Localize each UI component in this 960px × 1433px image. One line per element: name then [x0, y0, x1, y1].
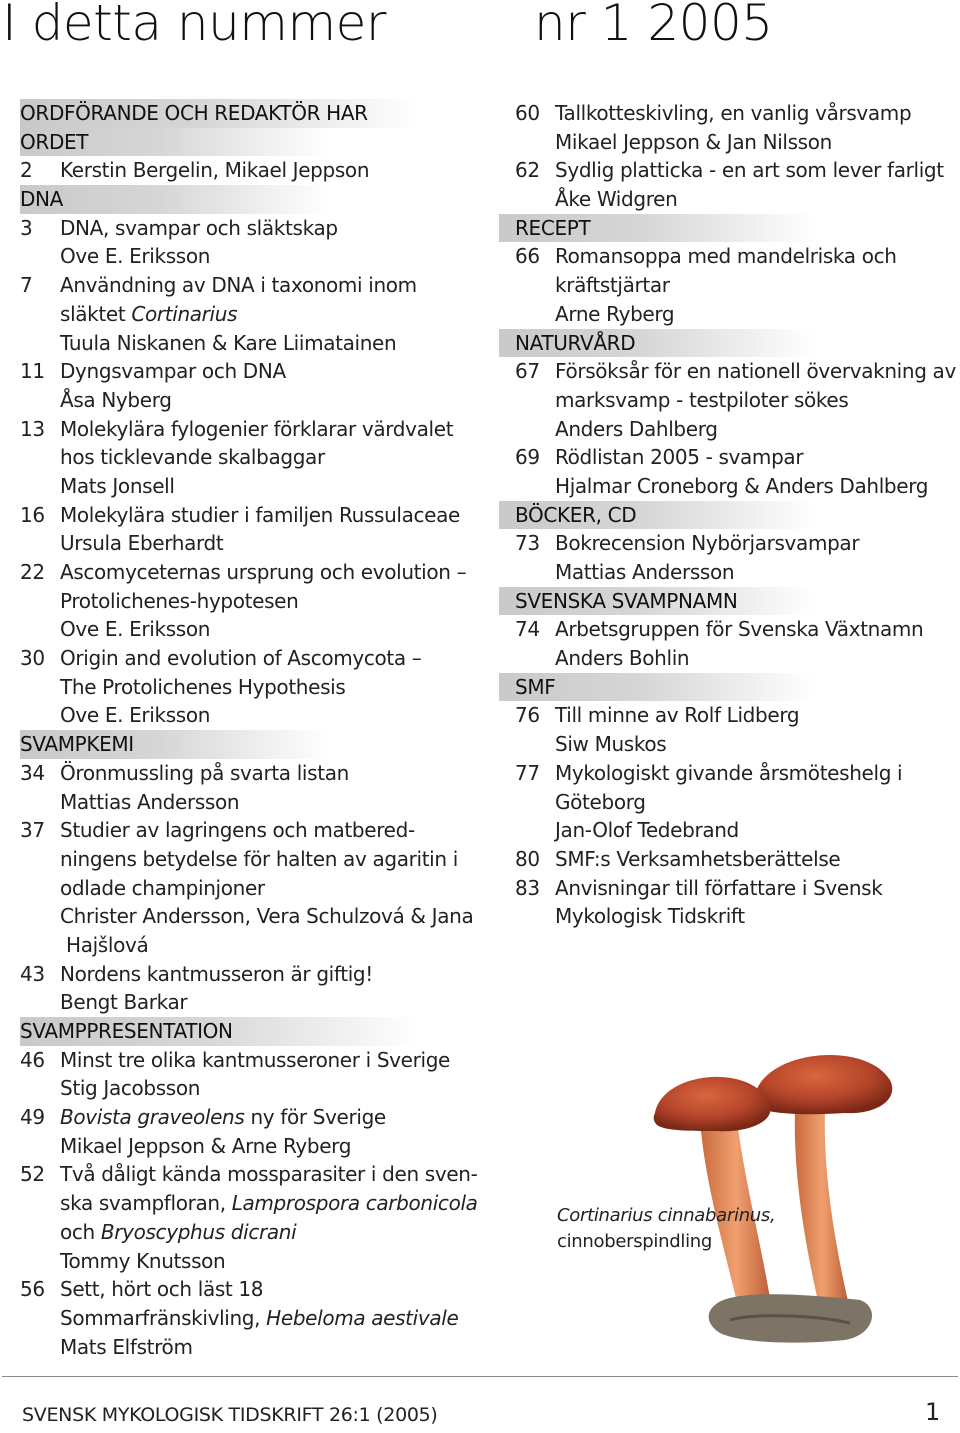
entry-text — [60, 874, 265, 903]
page-ref: 34 — [20, 760, 45, 785]
title-text: Romansoppa med mandelriska och — [555, 244, 897, 269]
toc-continuation — [515, 816, 945, 845]
italic-title: Bryoscyphus dicrani — [100, 1219, 297, 1244]
toc-continuation — [20, 845, 480, 874]
toc-entry — [20, 960, 480, 989]
title-text: Mats Jonsell — [60, 473, 175, 498]
toc-entry — [20, 271, 480, 300]
toc-entry — [515, 156, 945, 185]
toc-entry — [20, 1046, 480, 1075]
page-ref: 77 — [515, 760, 540, 785]
entry-text — [555, 271, 670, 300]
entry-text — [60, 1275, 263, 1304]
title-text: Till minne av Rolf Lidberg — [555, 703, 800, 728]
title-text: Anders Dahlberg — [555, 416, 718, 441]
title-text: Bokrecension Nybörjarsvampar — [555, 531, 860, 556]
mushroom-photo — [645, 1035, 945, 1345]
toc-continuation — [20, 1074, 480, 1103]
page-ref: 11 — [20, 359, 45, 384]
title-text: Siw Muskos — [555, 732, 667, 757]
toc-continuation — [20, 1247, 480, 1276]
page-ref: 7 — [20, 273, 33, 298]
toc-continuation — [20, 529, 480, 558]
entry-text — [555, 902, 745, 931]
title-text: Tuula Niskanen & Kare Liimatainen — [60, 330, 397, 355]
title-text: Jan-Olof Tedebrand — [555, 818, 739, 843]
entry-text — [60, 1247, 225, 1276]
entry-text — [555, 128, 832, 157]
entry-text — [60, 1160, 478, 1189]
toc-continuation — [20, 386, 480, 415]
toc-entry — [20, 214, 480, 243]
toc-continuation — [20, 615, 480, 644]
entry-text — [60, 788, 239, 817]
title-text: ska svampfloran, — [60, 1191, 232, 1216]
title-text: Hajšlová — [66, 932, 149, 957]
toc-continuation — [515, 788, 945, 817]
toc-entry — [20, 1103, 480, 1132]
page-ref: 16 — [20, 502, 45, 527]
entry-text — [555, 242, 897, 271]
entry-text — [60, 329, 396, 358]
page-ref: 49 — [20, 1105, 45, 1130]
entry-text — [60, 1046, 450, 1075]
title-text: ny för Sverige — [244, 1105, 386, 1130]
section-heading: DNA — [20, 185, 330, 214]
entry-text — [60, 1218, 296, 1247]
toc-continuation — [20, 1304, 480, 1333]
entry-text — [60, 816, 415, 845]
page-ref: 69 — [515, 445, 540, 470]
entry-text — [555, 558, 734, 587]
title-text: ningens betydelse för halten av agaritin i — [60, 846, 458, 871]
entry-text — [60, 587, 298, 616]
title-text: Mykologisk Tidskrift — [555, 904, 745, 929]
toc-continuation — [515, 386, 945, 415]
entry-text — [60, 1189, 478, 1218]
title-text: Användning av DNA i taxonomi inom — [60, 273, 417, 298]
title-text: Två dåligt kända mossparasiter i den sven- — [60, 1162, 478, 1187]
title-text: Stig Jacobsson — [60, 1076, 201, 1101]
title-text: Mattias Andersson — [60, 789, 240, 814]
toc-continuation — [515, 902, 945, 931]
section-heading: SVENSKA SVAMPNAMN — [499, 587, 815, 616]
toc-continuation — [515, 185, 945, 214]
toc-entry — [20, 558, 480, 587]
toc-entry — [515, 874, 945, 903]
entry-text — [555, 816, 739, 845]
entry-text — [60, 156, 369, 185]
toc-continuation — [20, 701, 480, 730]
entry-text — [60, 759, 349, 788]
entry-text — [60, 1074, 200, 1103]
title-text: Sydlig platticka - en art som lever farligt — [555, 158, 944, 183]
title-text: Arne Ryberg — [555, 301, 675, 326]
entry-text — [60, 472, 175, 501]
title-text: och — [60, 1219, 101, 1244]
title-text: Anders Bohlin — [555, 646, 690, 671]
entry-text — [555, 99, 911, 128]
page-ref: 83 — [515, 875, 540, 900]
entry-text — [60, 644, 421, 673]
toc-continuation — [20, 874, 480, 903]
title-text: Studier av lagringens och matbered- — [60, 818, 415, 843]
toc-entry — [20, 156, 480, 185]
entry-text — [60, 615, 210, 644]
title-text: Tallkotteskivling, en vanlig vårsvamp — [555, 101, 912, 125]
toc-continuation — [20, 242, 480, 271]
toc-entry — [515, 242, 945, 271]
title-text: The Protolichenes Hypothesis — [60, 674, 346, 699]
section-heading: BÖCKER, CD — [499, 501, 815, 530]
page-ref: 80 — [515, 846, 540, 871]
section-heading: ORDFÖRANDE OCH REDAKTÖR HAR — [20, 99, 420, 128]
caption-common-name: cinnoberspindling — [557, 1231, 713, 1252]
entry-text — [60, 357, 286, 386]
entry-text — [555, 415, 718, 444]
page-ref: 22 — [20, 560, 45, 584]
title-text: Mikael Jeppson & Jan Nilsson — [555, 129, 832, 154]
toc-continuation — [515, 644, 945, 673]
page-ref: 67 — [515, 359, 540, 384]
toc-continuation — [515, 415, 945, 444]
toc-entry — [515, 443, 945, 472]
entry-text — [60, 558, 466, 587]
toc-continuation — [20, 1132, 480, 1161]
title-text: Försöksår för en nationell övervakning av — [555, 359, 956, 384]
toc-continuation — [20, 300, 480, 329]
page-number: 1 — [925, 1398, 941, 1426]
entry-text — [555, 443, 803, 472]
entry-text — [60, 214, 338, 243]
toc-entry — [515, 701, 945, 730]
entry-text — [555, 730, 666, 759]
toc-continuation — [20, 673, 480, 702]
entry-text — [555, 701, 799, 730]
italic-title: Bovista graveolens — [60, 1105, 245, 1130]
entry-text — [60, 673, 345, 702]
toc-continuation — [20, 329, 480, 358]
page-ref: 13 — [20, 416, 45, 441]
entry-text — [555, 759, 902, 788]
entry-text — [555, 615, 923, 644]
entry-text — [555, 156, 944, 185]
entry-text — [60, 386, 172, 415]
page-ref: 37 — [20, 818, 45, 843]
section-heading: ORDET — [20, 128, 330, 157]
toc-entry — [20, 1160, 480, 1189]
title-text: släktet — [60, 301, 132, 326]
entry-text — [60, 988, 187, 1017]
title-text: Ove E. Eriksson — [60, 244, 211, 269]
toc-entry — [515, 845, 945, 874]
section-heading: RECEPT — [499, 214, 815, 243]
title-text: hos ticklevande skalbaggar — [60, 445, 325, 470]
toc-continuation — [20, 1333, 480, 1362]
title-text: Bengt Barkar — [60, 990, 188, 1015]
entry-text — [555, 845, 840, 874]
toc-entry — [20, 1275, 480, 1304]
page-ref: 66 — [515, 244, 540, 269]
page-ref: 30 — [20, 646, 45, 671]
title-text: Nordens kantmusseron är giftig! — [60, 961, 373, 986]
toc-continuation — [20, 1189, 480, 1218]
toc-continuation — [20, 788, 480, 817]
page-ref: 62 — [515, 158, 540, 183]
toc-continuation — [515, 730, 945, 759]
title-text: Åsa Nyberg — [60, 387, 172, 412]
title-text: Origin and evolution of Ascomycota – — [60, 646, 422, 671]
section-heading: SMF — [499, 673, 815, 702]
entry-text — [60, 1333, 193, 1362]
entry-text — [555, 185, 677, 214]
entry-text — [555, 529, 859, 558]
page-ref: 74 — [515, 617, 540, 642]
toc-continuation — [20, 902, 480, 931]
toc-continuation — [515, 472, 945, 501]
contents-right-column — [515, 99, 956, 931]
entry-text — [555, 472, 928, 501]
page-ref: 76 — [515, 703, 540, 728]
toc-entry — [515, 759, 945, 788]
contents-left-column — [20, 99, 480, 1361]
journal-footer: SVENSK MYKOLOGISK TIDSKRIFT 26:1 (2005) — [22, 1404, 438, 1426]
title-text: Minst tre olika kantmusseroner i Sverige — [60, 1047, 451, 1072]
title-text: Öronmussling på svarta listan — [60, 760, 349, 785]
toc-entry — [20, 644, 480, 673]
entry-text — [60, 242, 210, 271]
entry-text — [60, 415, 453, 444]
title-text: Mykologiskt givande årsmöteshelg i — [555, 760, 903, 785]
title-text: Molekylära studier i familjen Russulaceae — [60, 502, 460, 527]
entry-text — [60, 300, 237, 329]
section-heading: SVAMPPRESENTATION — [20, 1017, 420, 1046]
toc-entry — [515, 99, 945, 128]
footer-rule — [2, 1376, 958, 1377]
page-ref: 3 — [20, 215, 33, 240]
page-ref: 60 — [515, 101, 540, 125]
section-heading: NATURVÅRD — [499, 329, 815, 358]
entry-text — [555, 874, 883, 903]
toc-continuation — [515, 558, 945, 587]
masthead-title: I detta nummer — [2, 0, 386, 52]
entry-text — [555, 357, 956, 386]
page-ref: 43 — [20, 961, 45, 986]
page-ref: 46 — [20, 1047, 45, 1072]
toc-entry — [20, 816, 480, 845]
entry-text — [555, 644, 689, 673]
entry-text — [555, 386, 848, 415]
toc-continuation — [20, 587, 480, 616]
photo-caption — [557, 1203, 775, 1255]
title-text: kräftstjärtar — [555, 273, 670, 298]
italic-title: Cortinarius — [131, 301, 238, 326]
italic-title: Hebeloma aestivale — [266, 1305, 459, 1330]
italic-title: Lamprospora carbonicola — [231, 1191, 478, 1216]
title-text: Rödlistan 2005 - svampar — [555, 445, 804, 470]
entry-text — [60, 443, 325, 472]
entry-text — [60, 902, 473, 931]
entry-text — [60, 1103, 386, 1132]
page-ref: 52 — [20, 1162, 45, 1187]
toc-entry — [20, 415, 480, 444]
toc-entry — [20, 501, 480, 530]
title-text: Sett, hört och läst 18 — [60, 1277, 264, 1302]
toc-continuation — [515, 271, 945, 300]
entry-text — [60, 701, 210, 730]
toc-entry — [20, 759, 480, 788]
entry-text — [60, 1304, 458, 1333]
title-text: Åke Widgren — [555, 187, 678, 212]
page-ref: 56 — [20, 1277, 45, 1302]
entry-text — [60, 1132, 351, 1161]
title-text: SMF:s Verksamhetsberättelse — [555, 846, 841, 871]
title-text: Tommy Knutsson — [60, 1248, 226, 1273]
toc-continuation — [20, 931, 480, 960]
title-text: Mats Elfström — [60, 1334, 193, 1359]
title-text: DNA, svampar och släktskap — [60, 215, 338, 240]
title-text: Sommarfränskivling, — [60, 1305, 267, 1330]
title-text: Ursula Eberhardt — [60, 531, 224, 556]
entry-text — [60, 501, 460, 530]
entry-text — [66, 931, 148, 960]
toc-continuation — [515, 300, 945, 329]
title-text: marksvamp - testpiloter sökes — [555, 387, 849, 412]
toc-continuation — [515, 128, 945, 157]
entry-text — [555, 788, 646, 817]
toc-continuation — [20, 472, 480, 501]
title-text: Kerstin Bergelin, Mikael Jeppson — [60, 158, 370, 183]
title-text: Arbetsgruppen för Svenska Växtnamn — [555, 617, 924, 642]
entry-text — [60, 845, 458, 874]
title-text: Ascomyceternas ursprung och evolution – — [60, 560, 467, 584]
toc-continuation — [20, 988, 480, 1017]
title-text: Göteborg — [555, 789, 646, 814]
title-text: Mattias Andersson — [555, 560, 735, 584]
entry-text — [60, 529, 223, 558]
toc-entry — [515, 615, 945, 644]
title-text: Anvisningar till författare i Svensk — [555, 875, 883, 900]
toc-entry — [515, 357, 956, 386]
title-text: Mikael Jeppson & Arne Ryberg — [60, 1133, 352, 1158]
title-text: Hjalmar Croneborg & Anders Dahlberg — [555, 473, 929, 498]
entry-text — [555, 300, 674, 329]
issue-number: nr 1 2005 — [534, 0, 773, 52]
title-text: Protolichenes-hypotesen — [60, 588, 299, 613]
page-ref: 2 — [20, 158, 33, 183]
title-text: Christer Andersson, Vera Schulzová & Jana — [60, 904, 474, 929]
section-heading: SVAMPKEMI — [20, 730, 330, 759]
toc-entry — [20, 357, 480, 386]
title-text: Ove E. Eriksson — [60, 703, 211, 728]
entry-text — [60, 960, 373, 989]
entry-text — [60, 271, 417, 300]
page-ref: 73 — [515, 531, 540, 556]
title-text: Molekylära fylogenier förklarar värdvalet — [60, 416, 454, 441]
title-text: odlade champinjoner — [60, 875, 265, 900]
toc-continuation — [20, 443, 480, 472]
title-text: Dyngsvampar och DNA — [60, 359, 286, 384]
toc-entry — [515, 529, 945, 558]
title-text: Ove E. Eriksson — [60, 617, 211, 642]
caption-species: Cortinarius cinnabarinus, — [557, 1205, 776, 1226]
toc-continuation — [20, 1218, 480, 1247]
